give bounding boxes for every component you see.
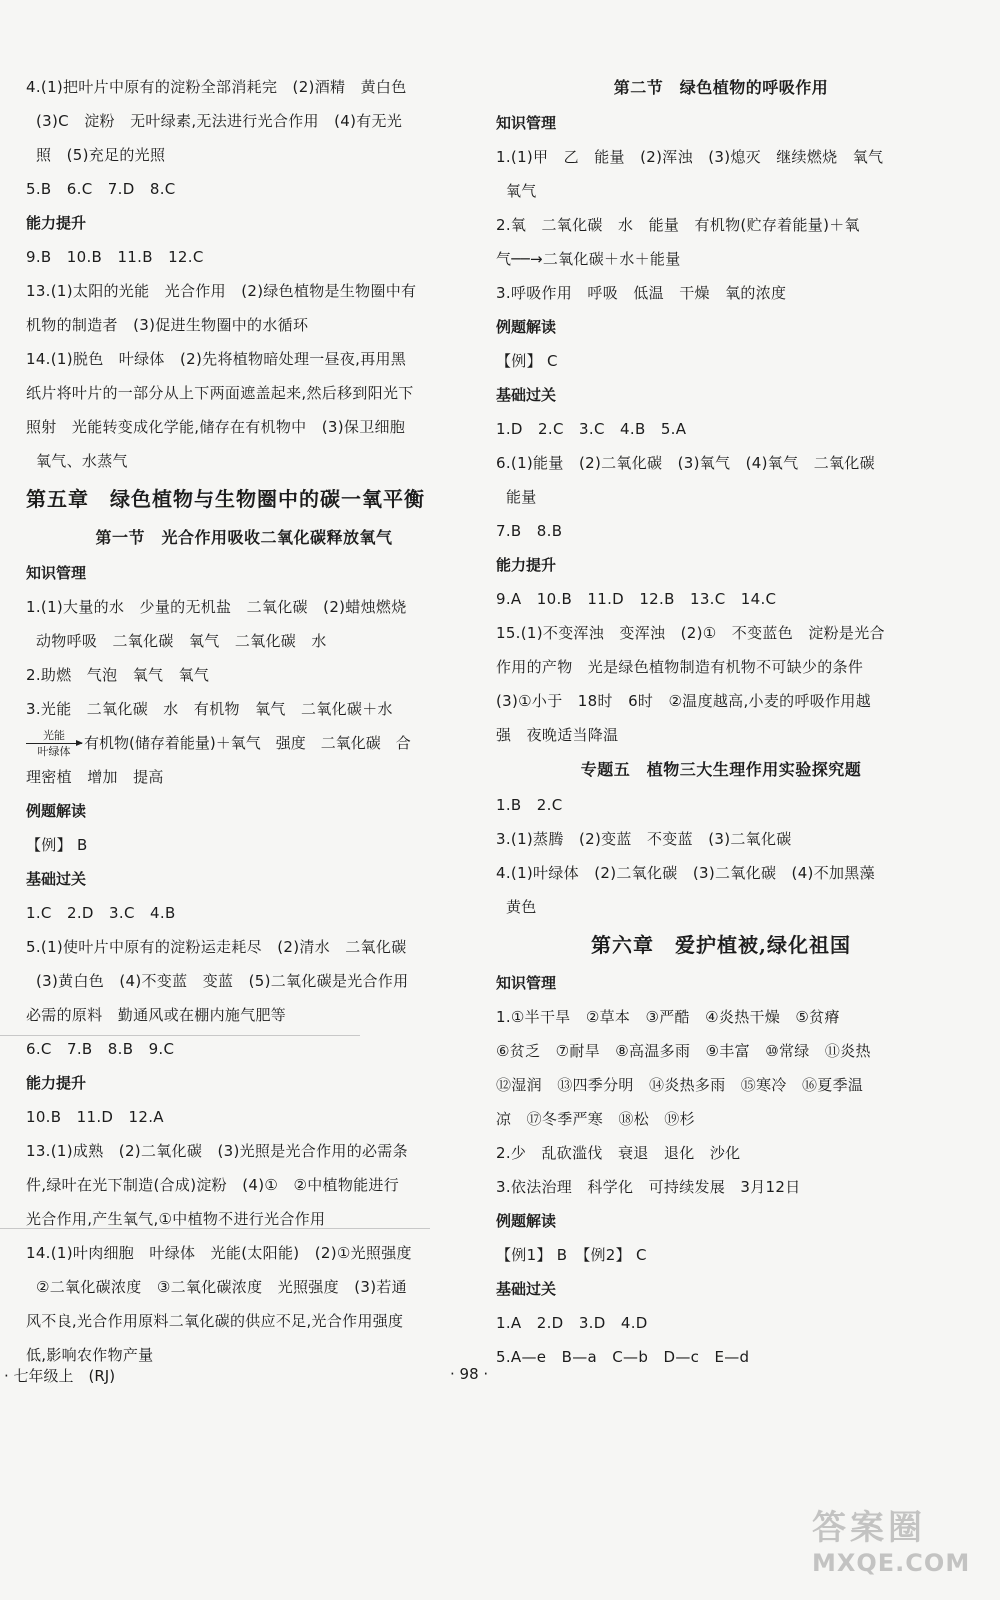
answer-line: 15.(1)不变浑浊 变浑浊 (2)① 不变蓝色 淀粉是光合 <box>496 624 885 642</box>
chapter-title: 第五章 绿色植物与生物圈中的碳一氧平衡 <box>26 487 425 511</box>
answer-line: 14.(1)叶肉细胞 叶绿体 光能(太阳能) (2)①光照强度 <box>26 1244 412 1262</box>
section-label: 例题解读 <box>26 802 87 820</box>
answer-line: (3)C 淀粉 无叶绿素,无法进行光合作用 (4)有无光 <box>36 112 403 130</box>
answer-line: 9.A 10.B 11.D 12.B 13.C 14.C <box>496 590 777 608</box>
section-label: 能力提升 <box>26 214 87 232</box>
grade-label: · 七年级上 (RJ) <box>4 1367 116 1385</box>
answer-line: 13.(1)成熟 (2)二氧化碳 (3)光照是光合作用的必需条 <box>26 1142 408 1160</box>
answer-line: 【例】 C <box>496 352 558 370</box>
answer-line: 14.(1)脱色 叶绿体 (2)先将植物暗处理一昼夜,再用黑 <box>26 350 407 368</box>
answer-line: 【例1】 B 【例2】 C <box>496 1246 647 1264</box>
answer-line: 凉 ⑰冬季严寒 ⑱松 ⑲杉 <box>496 1110 695 1128</box>
answer-line: 13.(1)太阳的光能 光合作用 (2)绿色植物是生物圈中有 <box>26 282 417 300</box>
section-label: 基础过关 <box>26 870 87 888</box>
answer-line: 4.(1)叶绿体 (2)二氧化碳 (3)二氧化碳 (4)不加黑藻 <box>496 864 875 882</box>
answer-line: 黄色 <box>506 898 537 916</box>
answer-line: 7.B 8.B <box>496 522 563 540</box>
answer-line: 理密植 增加 提高 <box>26 768 164 786</box>
answer-line: 氧气 <box>506 182 537 200</box>
section-label: 能力提升 <box>26 1074 87 1092</box>
answer-line: 2.少 乱砍滥伐 衰退 退化 沙化 <box>496 1144 741 1162</box>
section-label: 基础过关 <box>496 386 557 404</box>
answer-line: 件,绿叶在光下制造(合成)淀粉 (4)① ②中植物能进行 <box>26 1176 400 1194</box>
page-number: · 98 · <box>450 1365 489 1383</box>
answer-line: 3.(1)蒸腾 (2)变蓝 不变蓝 (3)二氧化碳 <box>496 830 792 848</box>
arrow-condition-top: 光能 <box>43 728 65 742</box>
answer-line: 4.(1)把叶片中原有的淀粉全部消耗完 (2)酒精 黄白色 <box>26 78 407 96</box>
answer-line: (3)黄白色 (4)不变蓝 变蓝 (5)二氧化碳是光合作用 <box>36 972 409 990</box>
topic-title: 专题五 植物三大生理作用实验探究题 <box>580 760 862 779</box>
answer-line: 5.A—e B—a C—b D—c E—d <box>496 1348 750 1366</box>
section-label: 例题解读 <box>496 1212 557 1230</box>
answer-line: 3.呼吸作用 呼吸 低温 干燥 氧的浓度 <box>496 284 787 302</box>
equation-line <box>26 726 462 760</box>
right-column <box>496 70 946 1374</box>
section-label: 例题解读 <box>496 318 557 336</box>
answer-line: 强 夜晚适当降温 <box>496 726 619 744</box>
watermark-url: MXQE.COM <box>812 1549 971 1577</box>
answer-line: 照射 光能转变成化学能,储存在有机物中 (3)保卫细胞 <box>26 418 406 436</box>
answer-line: 机物的制造者 (3)促进生物圈中的水循环 <box>26 316 309 334</box>
answer-line: 5.B 6.C 7.D 8.C <box>26 180 176 198</box>
answer-line: 9.B 10.B 11.B 12.C <box>26 248 204 266</box>
answer-line: 1.D 2.C 3.C 4.B 5.A <box>496 420 687 438</box>
answer-line: ②二氧化碳浓度 ③二氧化碳浓度 光照强度 (3)若通 <box>36 1278 407 1296</box>
answer-line: 纸片将叶片的一部分从上下两面遮盖起来,然后移到阳光下 <box>26 384 414 402</box>
answer-line: 2.助燃 气泡 氧气 氧气 <box>26 666 210 684</box>
answer-line: 1.A 2.D 3.D 4.D <box>496 1314 648 1332</box>
answer-line: 1.①半干旱 ②草本 ③严酷 ④炎热干燥 ⑤贫瘠 <box>496 1008 840 1026</box>
answer-line: 1.C 2.D 3.C 4.B <box>26 904 176 922</box>
answer-line: 5.(1)使叶片中原有的淀粉运走耗尽 (2)清水 二氧化碳 <box>26 938 407 956</box>
answer-line: 2.氧 二氧化碳 水 能量 有机物(贮存着能量)＋氧 <box>496 216 860 234</box>
answer-line: 作用的产物 光是绿色植物制造有机物不可缺少的条件 <box>496 658 864 676</box>
answer-line: 10.B 11.D 12.A <box>26 1108 164 1126</box>
section-label: 知识管理 <box>496 114 557 132</box>
arrow-icon <box>26 743 82 744</box>
answer-line: 3.依法治理 科学化 可持续发展 3月12日 <box>496 1178 801 1196</box>
answer-line: 风不良,光合作用原料二氧化碳的供应不足,光合作用强度 <box>26 1312 404 1330</box>
section-label: 知识管理 <box>496 974 557 992</box>
answer-line: 必需的原料 勤通风或在棚内施气肥等 <box>26 1006 287 1024</box>
answer-line: (3)①小于 18时 6时 ②温度越高,小麦的呼吸作用越 <box>496 692 871 710</box>
answer-line: 能量 <box>506 488 537 506</box>
left-column <box>26 70 462 1372</box>
answer-line: 【例】 B <box>26 836 88 854</box>
answer-line: 6.C 7.B 8.B 9.C <box>26 1040 175 1058</box>
answer-line: ⑥贫乏 ⑦耐旱 ⑧高温多雨 ⑨丰富 ⑩常绿 ⑪炎热 <box>496 1042 871 1060</box>
answer-line: ⑫湿润 ⑬四季分明 ⑭炎热多雨 ⑮寒冷 ⑯夏季温 <box>496 1076 864 1094</box>
answer-line: 照 (5)充足的光照 <box>36 146 166 164</box>
section-title: 第二节 绿色植物的呼吸作用 <box>613 78 829 97</box>
answer-line: 3.光能 二氧化碳 水 有机物 氧气 二氧化碳＋水 <box>26 700 393 718</box>
answer-line: 低,影响农作物产量 <box>26 1346 154 1364</box>
answer-line: 光合作用,产生氧气,①中植物不进行光合作用 <box>26 1210 326 1228</box>
reaction-arrow <box>26 729 82 758</box>
section-label: 基础过关 <box>496 1280 557 1298</box>
answer-line: 1.B 2.C <box>496 796 563 814</box>
section-label: 知识管理 <box>26 564 87 582</box>
answer-line: 动物呼吸 二氧化碳 氧气 二氧化碳 水 <box>36 632 327 650</box>
answer-line: 1.(1)大量的水 少量的无机盐 二氧化碳 (2)蜡烛燃烧 <box>26 598 407 616</box>
answer-line: 6.(1)能量 (2)二氧化碳 (3)氧气 (4)氧气 二氧化碳 <box>496 454 875 472</box>
section-label: 能力提升 <box>496 556 557 574</box>
watermark-logo <box>812 1500 982 1590</box>
answer-line: 氧气、水蒸气 <box>36 452 128 470</box>
equation-text: 有机物(储存着能量)＋氧气 强度 二氧化碳 合 <box>84 734 411 752</box>
section-title: 第一节 光合作用吸收二氧化碳释放氧气 <box>95 528 393 547</box>
watermark-text: 答案圈 <box>812 1508 926 1548</box>
answer-line: 1.(1)甲 乙 能量 (2)浑浊 (3)熄灭 继续燃烧 氧气 <box>496 148 884 166</box>
arrow-condition-bottom: 叶绿体 <box>37 744 71 758</box>
answer-line: 气──→二氧化碳＋水＋能量 <box>496 250 681 268</box>
chapter-title: 第六章 爱护植被,绿化祖国 <box>591 933 851 957</box>
